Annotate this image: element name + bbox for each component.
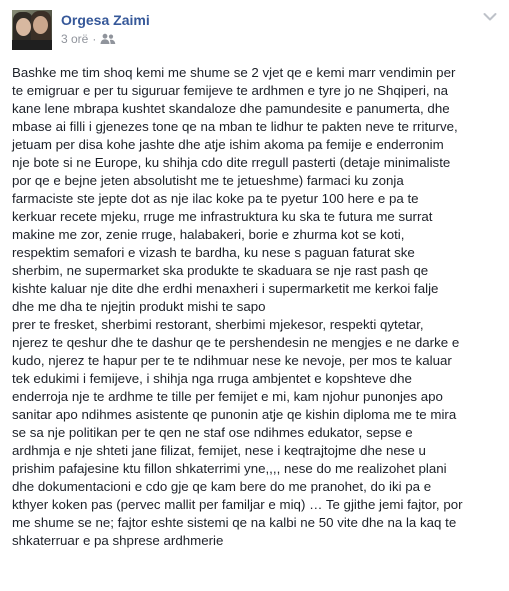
author-name[interactable]: Orgesa Zaimi — [61, 12, 150, 28]
avatar-face-left — [16, 18, 31, 36]
avatar[interactable] — [12, 10, 52, 50]
avatar-body — [12, 40, 52, 50]
meta-separator: · — [92, 32, 97, 46]
post-meta — [61, 32, 116, 46]
post-body-text: Bashke me tim shoq kemi me shume se 2 vjet qe e kemi marr vendimin per te emigruar e per tu siguruar femijeve te ardhmen e tyre jo ne Shqiperi, na kane lene mbrapa kushtet skandaloze dhe pamundesite e panumerta, dhe mbase ai filli i gjenezes tone qe na mban te lidhur te pakten neve te rriturve, jetuam per disa kohe jashte dhe atje ishim akoma pa femije e enderronim nje bote si ne Europe, ku shihja cdo dite rregull pasterti (detaje minimaliste por qe e bejne jeten absolutisht me te jetueshme) farmaci ku zonja farmaciste ste jepte dot as nje ilac koke pa te pyetur 100 here e pa te kerkuar recete mjeku, rruge me infrastruktura ku ska te futura me surrat makine me zor, zenie rruge, halabakeri, borie e zhurma kot se koti, respektim semafori e vizash te bardha, ku nese s paguan faturat ske sherbim, ne supermarket ska produkte te skaduara se nje rast pash qe kishte kaluar nje dite dhe erdhi menaxheri i supermarketit me kerkoi falje dhe me dha te njejtin produkt mishi te sapo prer te fresket, sherbimi restorant, sherbimi mjekesor, respekti qytetar, njerez te qeshur dhe te dashur qe te pershendesin ne mengjes e ne darke e kudo, njerez te hapur per te te ndihmuar nese ke nevoje, per mos te kaluar tek edukimi i femijeve, i shihja nga rruga ambjentet e kopshteve dhe enderroja nje te ardhme te tille per femijet e mi, kam njohur punonjes apo sanitar apo ndihmes asistente qe punonin atje qe kishin diploma me te mira se sa nje politikan per te qen ne staf ose ndihmes edukator, sepse e ardhmja e nje shteti jane filizat, femijet, nese i keqtrajtojme dhe nese u prishim pafajesine ktu fillon shkaterrimi yne,,,, nese do me realizohet plani dhe dokumentacioni e cdo gje qe kam bere do me pranohet, do iki pa e kthyer koken pas (pervec mallit per familjar e miq) … Te gjithe jemi fajtor, por me shume se ne; fajtor eshte sistemi qe na kalbi ne 50 vite dhe na la kaq te shkaterruar e pa shprese ardhmerie — [12, 65, 463, 548]
post-timestamp[interactable]: 3 orë — [61, 32, 89, 46]
friends-icon[interactable] — [100, 33, 116, 45]
avatar-face-right — [33, 16, 48, 34]
chevron-down-icon[interactable] — [483, 12, 497, 22]
